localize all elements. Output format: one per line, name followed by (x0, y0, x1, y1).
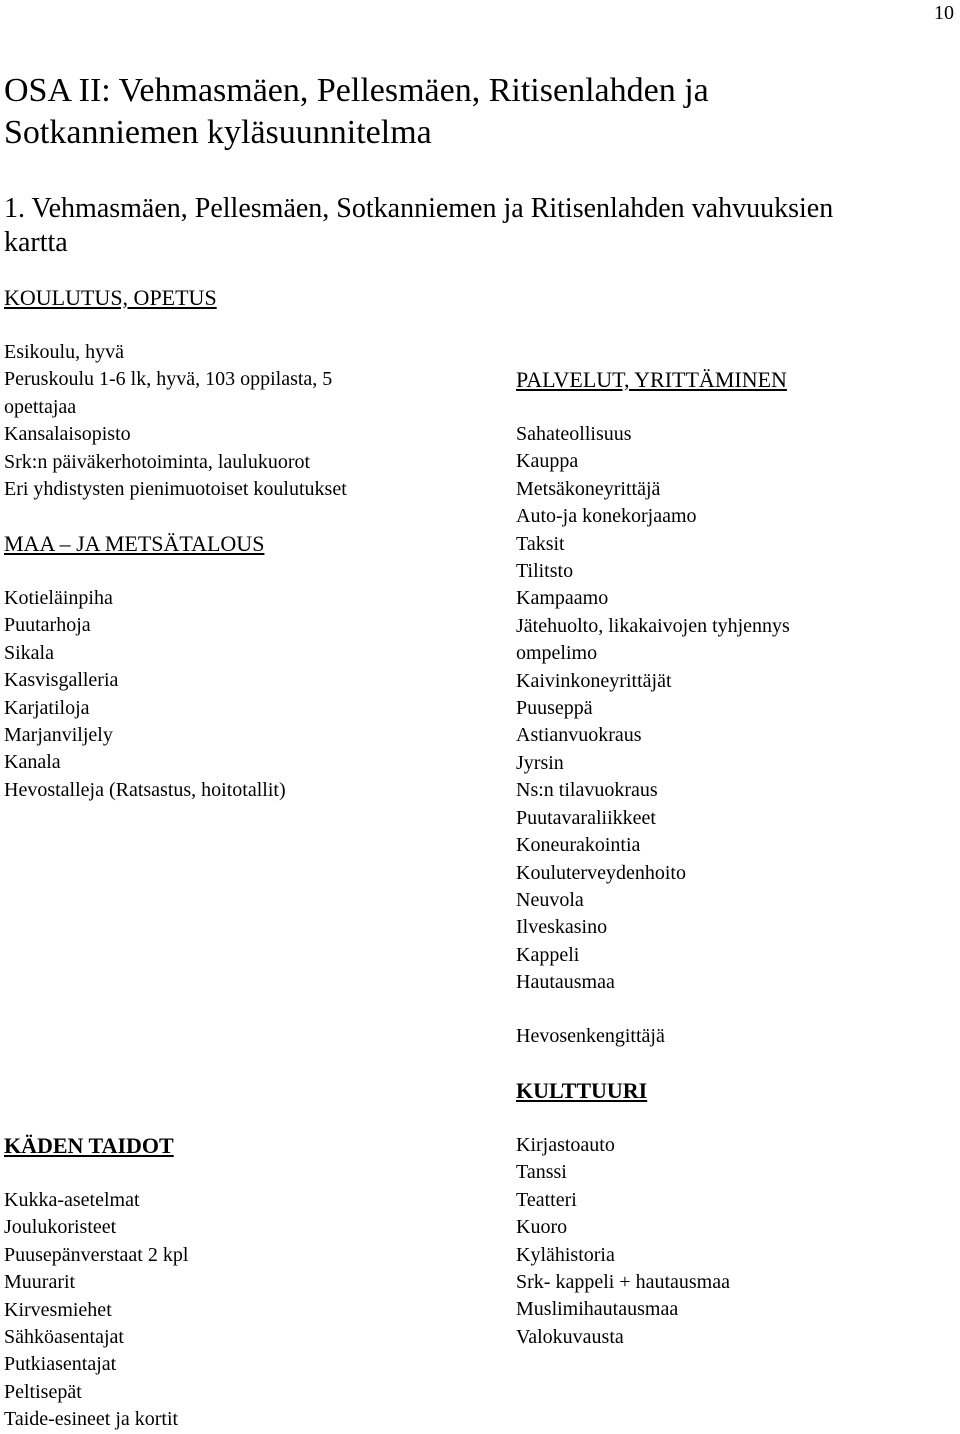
list-item: Joulukoristeet (4, 1216, 117, 1239)
palvelut-list (516, 421, 790, 997)
list-item: Kylähistoria (516, 1243, 615, 1266)
list-item: Peltisepät (4, 1380, 82, 1403)
list-item: Sahateollisuus (516, 423, 632, 445)
list-item: Ns:n tilavuokraus (516, 779, 658, 802)
list-item: Taide-esineet ja kortit (4, 1408, 179, 1431)
list-item: Hautausmaa (516, 971, 615, 994)
list-item: Kauppa (516, 450, 579, 473)
list-item: Kotieläinpiha (4, 587, 113, 609)
document-title (4, 70, 904, 154)
section-title-line-1: 1. Vehmasmäen, Pellesmäen, Sotkanniemen ja Ritisenlahden vahvuuksien (4, 193, 834, 224)
list-item: Kansalaisopisto (4, 423, 131, 446)
list-item: Puutarhoja (4, 614, 91, 637)
list-item: Marjanviljely (4, 724, 113, 747)
maa-metsatalous-list (4, 585, 286, 804)
list-item: Puusepänverstaat 2 kpl (4, 1243, 189, 1266)
kaden-taidot-list (4, 1187, 188, 1434)
list-item: ompelimo (516, 642, 598, 665)
list-item: Taksit (516, 532, 565, 555)
document-title-line-2: Sotkanniemen kyläsuunnitelma (4, 114, 432, 151)
list-item: Astianvuokraus (516, 724, 642, 747)
list-item: Putkiasentajat (4, 1353, 117, 1376)
list-item: Ilveskasino (516, 916, 608, 939)
list-item: Sikala (4, 641, 54, 664)
document-title-line-1: OSA II: Vehmasmäen, Pellesmäen, Ritisenlahden ja (4, 72, 709, 109)
list-item: Jyrsin (516, 751, 564, 774)
kulttuuri-list (516, 1132, 730, 1351)
list-item: Teatteri (516, 1188, 577, 1211)
list-item: Valokuvausta (516, 1325, 624, 1348)
list-item: Srk- kappeli + hautausmaa (516, 1271, 730, 1294)
koulutus-heading: KOULUTUS, OPETUS (4, 285, 217, 310)
list-item: Peruskoulu 1-6 lk, hyvä, 103 oppilasta, 5 (4, 368, 333, 391)
list-item: Hevostalleja (Ratsastus, hoitotallit) (4, 778, 286, 801)
list-item: Muurarit (4, 1271, 76, 1294)
list-item: Koneurakointia (516, 834, 641, 857)
kulttuuri-heading: KULTTUURI (516, 1078, 648, 1103)
list-item: opettajaa (4, 395, 77, 418)
list-item: Kappeli (516, 943, 580, 966)
list-item: Eri yhdistysten pienimuotoiset koulutukset (4, 478, 347, 501)
list-item: Kuoro (516, 1216, 568, 1239)
section-title-line-2: kartta (4, 227, 68, 258)
list-item: Esikoulu, hyvä (4, 341, 124, 363)
list-item: Metsäkoneyrittäjä (516, 477, 661, 500)
maa-metsatalous-heading: MAA – JA METSÄTALOUS (4, 531, 265, 556)
list-item: Kirjastoauto (516, 1134, 615, 1156)
palvelut-extra-item: Hevosenkengittäjä (516, 1025, 665, 1047)
list-item: Puutavaraliikkeet (516, 806, 656, 829)
list-item: Tanssi (516, 1161, 567, 1184)
list-item: Jätehuolto, likakaivojen tyhjennys (516, 614, 790, 637)
list-item: Srk:n päiväkerhotoiminta, laulukuorot (4, 450, 311, 473)
list-item: Kukka-asetelmat (4, 1189, 140, 1211)
list-item: Karjatiloja (4, 696, 90, 719)
list-item: Kampaamo (516, 587, 609, 610)
list-item: Sähköasentajat (4, 1326, 124, 1349)
list-item: Kaivinkoneyrittäjät (516, 669, 672, 692)
list-item: Kanala (4, 751, 61, 774)
section-title (4, 192, 944, 260)
list-item: Kasvisgalleria (4, 669, 119, 692)
list-item: Puuseppä (516, 697, 593, 720)
page-number: 10 (934, 2, 954, 24)
koulutus-list (4, 339, 347, 503)
list-item: Kirvesmiehet (4, 1298, 112, 1321)
list-item: Muslimihautausmaa (516, 1298, 679, 1321)
list-item: Auto-ja konekorjaamo (516, 505, 697, 528)
kaden-taidot-heading: KÄDEN TAIDOT (4, 1133, 174, 1158)
list-item: Neuvola (516, 888, 584, 911)
list-item: Tilitsto (516, 560, 574, 583)
palvelut-heading: PALVELUT, YRITTÄMINEN (516, 367, 787, 392)
list-item: Kouluterveydenhoito (516, 861, 686, 884)
